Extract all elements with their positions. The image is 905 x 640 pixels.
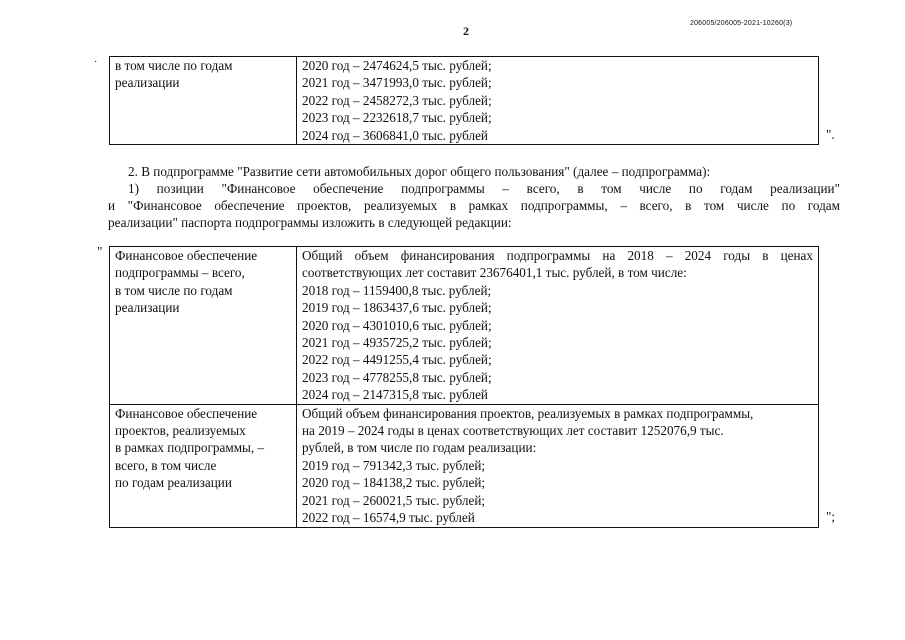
- intro-line: Общий объем финансирования проектов, реализуемых в рамках подпрограммы,: [302, 405, 754, 421]
- paragraph-item-2: 2. В подпрограмме "Развитие сети автомобильных дорог общего пользования" (далее – подпрограмма):: [128, 164, 711, 179]
- year-line: 2019 год – 1863437,6 тыс. рублей;: [302, 300, 492, 316]
- paragraph-text: 1) позиции "Финансовое обеспечение подпрограммы – всего, в том числе по годам реализации": [128, 181, 840, 196]
- cell-line: подпрограммы – всего,: [115, 265, 245, 281]
- page-number: 2: [463, 24, 469, 38]
- year-line: 2024 год – 2147315,8 тыс. рублей: [302, 387, 488, 403]
- closing-quote: ".: [826, 127, 835, 142]
- table-cell-label: [110, 247, 297, 405]
- year-line: 2021 год – 4935725,2 тыс. рублей;: [302, 335, 492, 351]
- paragraph-line: [108, 197, 840, 214]
- stray-mark: ·: [94, 57, 98, 68]
- year-line: 2024 год – 3606841,0 тыс. рублей: [302, 127, 488, 143]
- intro-line: на 2019 – 2024 годы в ценах соответствующих лет составит 1252076,9 тыс.: [302, 423, 724, 439]
- intro-line: Общий объем финансирования подпрограммы на 2018 – 2024 годы в ценах: [302, 248, 813, 263]
- intro-line: рублей, в том числе по годам реализации:: [302, 440, 537, 456]
- year-line: 2022 год – 4491255,4 тыс. рублей;: [302, 352, 492, 368]
- year-line: 2018 год – 1159400,8 тыс. рублей;: [302, 282, 492, 298]
- table-cell-values: [297, 404, 819, 527]
- cell-line: в рамках подпрограммы, –: [115, 440, 265, 456]
- document-id: 206005/206005-2021-10260(3): [690, 20, 793, 27]
- year-line: 2019 год – 791342,3 тыс. рублей;: [302, 457, 486, 473]
- cell-line: всего, в том числе: [115, 457, 217, 473]
- table-cell-label: [110, 57, 297, 145]
- year-line: 2022 год – 16574,9 тыс. рублей: [302, 510, 475, 526]
- year-line: 2023 год – 4778255,8 тыс. рублей;: [302, 369, 492, 385]
- table-row: [110, 247, 819, 405]
- cell-line: по годам реализации: [115, 475, 232, 491]
- year-line: 2023 год – 2232618,7 тыс. рублей;: [302, 110, 492, 126]
- opening-quote: ": [97, 244, 103, 259]
- year-line: 2020 год – 4301010,6 тыс. рублей;: [302, 317, 492, 333]
- funding-table: [109, 246, 819, 528]
- table-row: [110, 57, 819, 145]
- year-line: 2020 год – 184138,2 тыс. рублей;: [302, 475, 486, 491]
- table-cell-values: [297, 57, 819, 145]
- cell-line: проектов, реализуемых: [115, 423, 246, 439]
- year-line: 2020 год – 2474624,5 тыс. рублей;: [302, 58, 492, 73]
- paragraph-line: [128, 180, 840, 197]
- table-cell-label: [110, 404, 297, 527]
- funding-table-continued: [109, 56, 819, 145]
- cell-line: Финансовое обеспечение: [115, 248, 258, 263]
- table-cell-values: [297, 247, 819, 405]
- year-line: 2021 год – 3471993,0 тыс. рублей;: [302, 75, 492, 91]
- cell-line: реализации: [115, 300, 180, 316]
- intro-line: соответствующих лет составит 23676401,1 тыс. рублей, в том числе:: [302, 265, 687, 281]
- paragraph-line: реализации" паспорта подпрограммы изложить в следующей редакции:: [108, 215, 512, 230]
- paragraph-text: и "Финансовое обеспечение проектов, реализуемых в рамках подпрограммы, – всего, в том числе по годам: [108, 198, 840, 213]
- year-line: 2021 год – 260021,5 тыс. рублей;: [302, 492, 486, 508]
- cell-line: реализации: [115, 75, 180, 91]
- cell-line: в том числе по годам: [115, 282, 233, 298]
- table-row: [110, 404, 819, 527]
- year-line: 2022 год – 2458272,3 тыс. рублей;: [302, 92, 492, 108]
- cell-line: Финансовое обеспечение: [115, 405, 258, 421]
- closing-quote: ";: [826, 509, 836, 524]
- cell-line: в том числе по годам: [115, 58, 233, 73]
